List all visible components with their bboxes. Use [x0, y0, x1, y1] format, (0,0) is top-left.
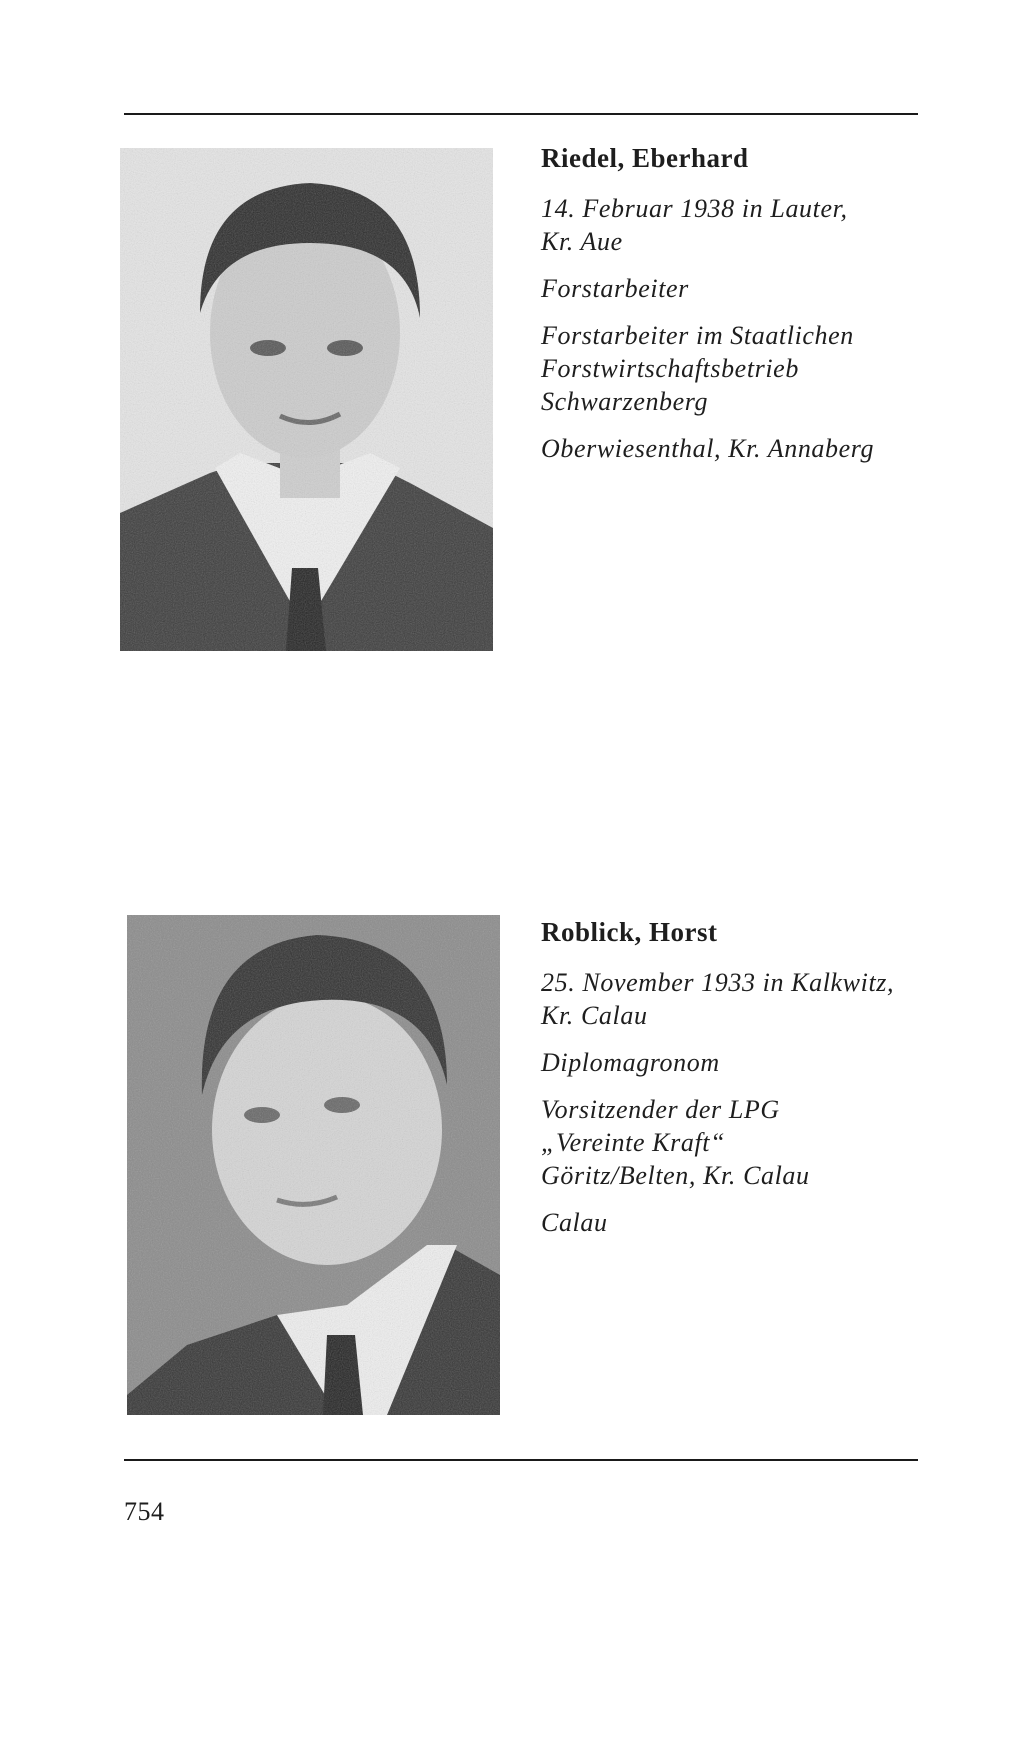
position-info — [541, 319, 921, 418]
top-rule — [124, 113, 918, 115]
page-number: 754 — [124, 1497, 165, 1526]
portrait-photo-riedel — [120, 148, 493, 651]
profession: Diplomagronom — [541, 1048, 720, 1077]
birth-line: Kr. Calau — [541, 1001, 648, 1030]
entry-name: Riedel, Eberhard — [541, 143, 749, 173]
position-line: „Vereinte Kraft“ — [541, 1128, 726, 1157]
birth-info — [541, 966, 921, 1032]
portrait-photo-roblick — [127, 915, 500, 1415]
position-line: Göritz/Belten, Kr. Calau — [541, 1161, 810, 1190]
position-line: Vorsitzender der LPG — [541, 1095, 780, 1124]
bottom-rule — [124, 1459, 918, 1461]
birth-info — [541, 192, 921, 258]
position-line: Forstwirtschaftsbetrieb — [541, 354, 799, 383]
residence: Calau — [541, 1208, 608, 1237]
entry-roblick — [541, 917, 921, 1253]
entry-riedel — [541, 143, 921, 479]
portrait-photo-icon — [127, 915, 500, 1415]
birth-line: Kr. Aue — [541, 227, 623, 256]
residence: Oberwiesenthal, Kr. Annaberg — [541, 434, 875, 463]
entry-name: Roblick, Horst — [541, 917, 718, 947]
portrait-photo-icon — [120, 148, 493, 651]
birth-line: 14. Februar 1938 in Lauter, — [541, 194, 848, 223]
profession: Forstarbeiter — [541, 274, 689, 303]
position-line: Schwarzenberg — [541, 387, 709, 416]
position-info — [541, 1093, 921, 1192]
position-line: Forstarbeiter im Staatlichen — [541, 321, 854, 350]
birth-line: 25. November 1933 in Kalkwitz, — [541, 968, 895, 997]
